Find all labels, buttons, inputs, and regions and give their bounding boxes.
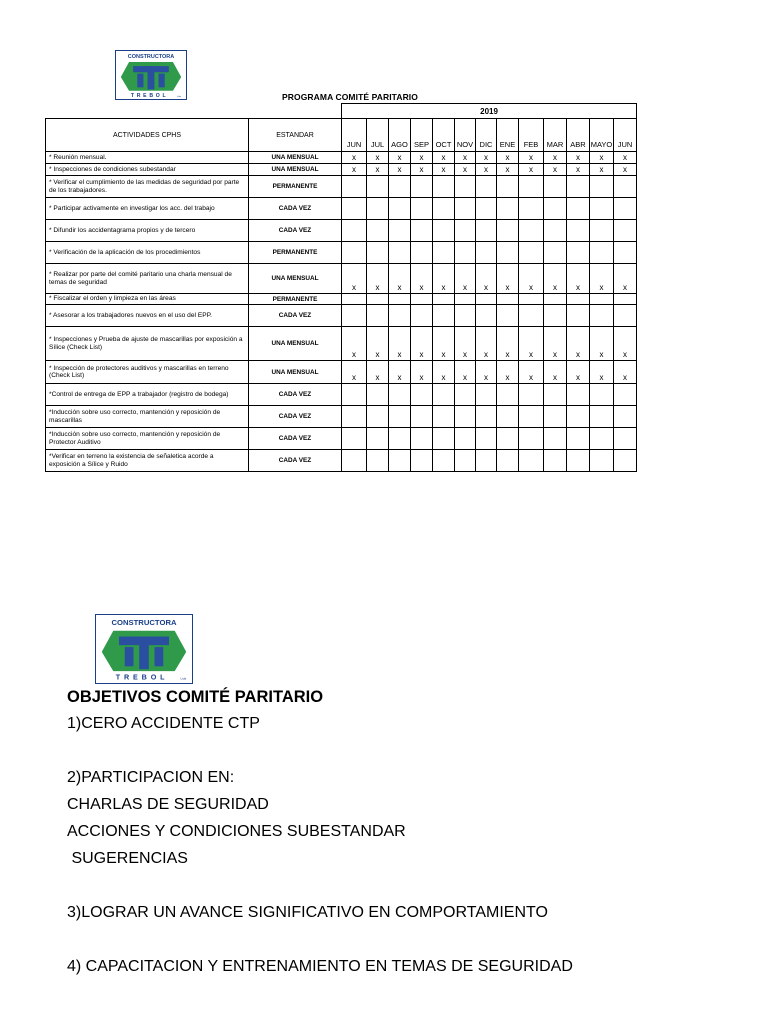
month-cell — [455, 428, 476, 450]
objectives-section — [67, 684, 727, 980]
trebol-logo-icon — [116, 51, 186, 99]
activity-cell: * Realizar por parte del comité paritario una charla mensual de temas de seguridad — [46, 264, 249, 294]
month-cell: x — [519, 164, 544, 176]
activity-cell: *Verificar en terreno la existencia de señaletica acorde a exposición a Sílice y Ruido — [46, 450, 249, 472]
month-cell — [389, 450, 411, 472]
month-cell: x — [519, 264, 544, 294]
month-cell: x — [497, 164, 519, 176]
standard-cell: UNA MENSUAL — [249, 327, 342, 361]
month-cell — [497, 406, 519, 428]
month-cell — [590, 220, 614, 242]
month-cell — [519, 428, 544, 450]
month-cell — [433, 198, 455, 220]
month-cell — [455, 220, 476, 242]
month-cell: x — [455, 164, 476, 176]
standard-cell: CADA VEZ — [249, 198, 342, 220]
month-cell: x — [590, 164, 614, 176]
standard-cell: PERMANENTE — [249, 242, 342, 264]
activity-cell: * Verificar el cumplimiento de las medidas de seguridad por parte de los trabajadores. — [46, 176, 249, 198]
month-cell — [590, 406, 614, 428]
month-cell — [567, 305, 590, 327]
month-cell — [567, 450, 590, 472]
month-cell — [614, 305, 637, 327]
activity-cell: * Fiscalizar el orden y limpieza en las áreas — [46, 294, 249, 305]
month-cell: x — [567, 164, 590, 176]
month-cell — [411, 406, 433, 428]
month-cell: x — [544, 264, 567, 294]
month-cell — [411, 220, 433, 242]
month-header: FEB — [519, 119, 544, 152]
month-header: JUN — [614, 119, 637, 152]
objectives-title: OBJETIVOS COMITÉ PARITARIO — [67, 688, 324, 706]
month-cell — [433, 428, 455, 450]
month-cell — [614, 176, 637, 198]
standard-cell: UNA MENSUAL — [249, 361, 342, 384]
month-cell — [567, 176, 590, 198]
month-header: JUL — [367, 119, 389, 152]
month-header: DIC — [476, 119, 497, 152]
month-header: MAR — [544, 119, 567, 152]
month-cell: x — [476, 327, 497, 361]
month-cell: x — [389, 327, 411, 361]
month-cell: x — [455, 152, 476, 164]
month-cell — [476, 406, 497, 428]
month-cell — [389, 198, 411, 220]
company-logo — [115, 50, 187, 100]
month-cell — [476, 198, 497, 220]
month-cell: x — [590, 264, 614, 294]
month-header: MAYO — [590, 119, 614, 152]
month-cell — [590, 176, 614, 198]
month-cell: x — [389, 264, 411, 294]
table-row — [46, 450, 637, 472]
month-cell — [433, 220, 455, 242]
month-cell — [389, 428, 411, 450]
month-cell — [476, 294, 497, 305]
month-cell: x — [544, 361, 567, 384]
activity-cell: *Inducción sobre uso correcto, mantención y reposición de Protector Auditivo — [46, 428, 249, 450]
month-cell: x — [367, 152, 389, 164]
standard-cell: UNA MENSUAL — [249, 264, 342, 294]
month-cell: x — [614, 152, 637, 164]
month-cell — [389, 305, 411, 327]
month-cell — [519, 406, 544, 428]
table-row — [46, 198, 637, 220]
month-cell: x — [476, 361, 497, 384]
objective-line: CHARLAS DE SEGURIDAD — [67, 796, 269, 813]
month-cell — [455, 176, 476, 198]
month-cell — [544, 384, 567, 406]
month-cell: x — [342, 152, 367, 164]
standard-cell: PERMANENTE — [249, 294, 342, 305]
month-cell: x — [411, 264, 433, 294]
trebol-logo-icon — [96, 615, 192, 683]
month-cell — [433, 242, 455, 264]
month-cell — [544, 305, 567, 327]
month-cell: x — [497, 361, 519, 384]
month-cell — [544, 428, 567, 450]
month-cell — [342, 406, 367, 428]
month-cell — [367, 294, 389, 305]
month-cell — [519, 198, 544, 220]
month-cell — [497, 384, 519, 406]
month-cell — [614, 220, 637, 242]
month-cell — [389, 294, 411, 305]
table-row — [46, 384, 637, 406]
objective-line: 2)PARTICIPACION EN: — [67, 769, 235, 786]
month-cell — [342, 242, 367, 264]
month-cell — [590, 242, 614, 264]
month-cell — [614, 198, 637, 220]
table-row — [46, 152, 637, 164]
standard-cell: CADA VEZ — [249, 406, 342, 428]
month-cell: x — [433, 361, 455, 384]
month-cell — [567, 294, 590, 305]
month-cell: x — [476, 264, 497, 294]
program-title: PROGRAMA COMITÉ PARITARIO — [282, 92, 418, 102]
month-cell: x — [342, 264, 367, 294]
month-cell — [389, 176, 411, 198]
month-cell — [567, 220, 590, 242]
month-cell: x — [455, 327, 476, 361]
logo-suffix-text: Ltda — [177, 95, 182, 98]
logo-suffix-text: Ltda — [180, 676, 187, 681]
month-cell — [367, 220, 389, 242]
activity-cell: *Control de entrega de EPP a trabajador (registro de bodega) — [46, 384, 249, 406]
month-cell: x — [411, 152, 433, 164]
month-cell — [497, 428, 519, 450]
month-cell — [411, 384, 433, 406]
month-cell — [455, 198, 476, 220]
activity-cell: * Participar activamente en investigar los acc. del trabajo — [46, 198, 249, 220]
month-cell — [476, 220, 497, 242]
month-cell: x — [455, 361, 476, 384]
month-cell — [411, 450, 433, 472]
month-cell: x — [544, 327, 567, 361]
month-cell — [342, 220, 367, 242]
month-cell — [342, 428, 367, 450]
month-cell — [433, 450, 455, 472]
month-cell — [567, 384, 590, 406]
month-cell — [342, 384, 367, 406]
activity-cell: * Inspección de protectores auditivos y mascarillas en terreno (Check List) — [46, 361, 249, 384]
month-cell: x — [411, 361, 433, 384]
objective-line — [67, 926, 727, 953]
month-cell: x — [411, 164, 433, 176]
month-cell — [544, 242, 567, 264]
month-cell — [590, 305, 614, 327]
month-cell — [567, 198, 590, 220]
month-cell: x — [433, 264, 455, 294]
month-cell: x — [567, 264, 590, 294]
month-cell — [389, 220, 411, 242]
month-cell: x — [342, 164, 367, 176]
table-row — [46, 264, 637, 294]
month-cell: x — [389, 361, 411, 384]
month-cell — [590, 450, 614, 472]
month-cell — [497, 450, 519, 472]
month-cell — [455, 406, 476, 428]
month-cell — [455, 384, 476, 406]
month-cell — [342, 294, 367, 305]
month-cell — [367, 406, 389, 428]
month-cell: x — [367, 361, 389, 384]
month-cell — [367, 384, 389, 406]
month-cell — [614, 242, 637, 264]
month-cell — [342, 305, 367, 327]
month-header: NOV — [455, 119, 476, 152]
table-row — [46, 220, 637, 242]
month-cell: x — [497, 152, 519, 164]
program-table — [45, 103, 637, 472]
month-cell: x — [497, 327, 519, 361]
month-cell — [433, 176, 455, 198]
month-cell — [411, 305, 433, 327]
month-cell: x — [342, 327, 367, 361]
month-cell — [411, 198, 433, 220]
standard-cell: CADA VEZ — [249, 384, 342, 406]
month-cell — [389, 406, 411, 428]
standard-column-header: ESTANDAR — [249, 119, 342, 152]
table-row — [46, 176, 637, 198]
month-cell: x — [544, 152, 567, 164]
standard-cell: UNA MENSUAL — [249, 152, 342, 164]
objective-line: ACCIONES Y CONDICIONES SUBESTANDAR — [67, 823, 406, 840]
month-cell — [367, 428, 389, 450]
objective-line: 1)CERO ACCIDENTE CTP — [67, 715, 260, 732]
month-header: ABR — [567, 119, 590, 152]
month-cell: x — [567, 361, 590, 384]
activity-column-header: ACTIVIDADES CPHS — [46, 119, 249, 152]
month-cell — [544, 198, 567, 220]
month-cell — [476, 176, 497, 198]
activity-cell: * Reunión mensual. — [46, 152, 249, 164]
month-cell — [519, 220, 544, 242]
month-cell — [433, 294, 455, 305]
month-cell — [367, 450, 389, 472]
month-cell: x — [590, 152, 614, 164]
month-header: ENE — [497, 119, 519, 152]
month-cell — [342, 176, 367, 198]
objective-line — [67, 872, 727, 899]
table-row — [46, 361, 637, 384]
month-cell: x — [433, 164, 455, 176]
month-cell: x — [389, 164, 411, 176]
month-cell — [614, 406, 637, 428]
table-row — [46, 327, 637, 361]
month-cell — [367, 176, 389, 198]
month-cell — [389, 384, 411, 406]
month-cell — [614, 428, 637, 450]
month-cell — [614, 450, 637, 472]
month-cell: x — [367, 164, 389, 176]
month-cell: x — [497, 264, 519, 294]
month-cell: x — [433, 327, 455, 361]
month-cell — [433, 305, 455, 327]
standard-cell: CADA VEZ — [249, 305, 342, 327]
month-cell — [476, 305, 497, 327]
month-cell — [497, 220, 519, 242]
month-cell — [476, 242, 497, 264]
logo-bottom-text: TREBOL — [115, 672, 169, 682]
table-row — [46, 305, 637, 327]
month-cell — [590, 198, 614, 220]
month-cell: x — [367, 327, 389, 361]
month-cell: x — [544, 164, 567, 176]
month-cell — [476, 450, 497, 472]
month-cell — [367, 198, 389, 220]
table-row — [46, 242, 637, 264]
month-cell: x — [614, 264, 637, 294]
month-cell — [567, 406, 590, 428]
month-cell — [411, 242, 433, 264]
month-header: JUN — [342, 119, 367, 152]
month-cell — [519, 242, 544, 264]
month-cell — [590, 428, 614, 450]
objectives-list — [67, 710, 727, 980]
month-cell: x — [455, 264, 476, 294]
month-cell — [342, 198, 367, 220]
standard-cell: CADA VEZ — [249, 450, 342, 472]
month-cell — [567, 428, 590, 450]
month-cell — [497, 176, 519, 198]
month-cell: x — [342, 361, 367, 384]
logo-top-text: CONSTRUCTORA — [111, 618, 177, 627]
month-cell — [544, 294, 567, 305]
month-cell: x — [614, 164, 637, 176]
year-header: 2019 — [342, 104, 637, 119]
month-cell — [455, 450, 476, 472]
month-cell — [590, 294, 614, 305]
month-cell: x — [590, 361, 614, 384]
month-cell — [497, 198, 519, 220]
month-cell: x — [411, 327, 433, 361]
month-header: SEP — [411, 119, 433, 152]
month-cell — [544, 220, 567, 242]
month-cell — [367, 242, 389, 264]
activity-cell: * Inspecciones de condiciones subestandar — [46, 164, 249, 176]
activity-cell: * Asesorar a los trabajadores nuevos en el uso del EPP. — [46, 305, 249, 327]
month-header: AGO — [389, 119, 411, 152]
company-logo-objectives — [95, 614, 193, 684]
month-cell: x — [614, 361, 637, 384]
month-cell — [455, 242, 476, 264]
month-cell: x — [614, 327, 637, 361]
month-cell — [519, 384, 544, 406]
table-row — [46, 164, 637, 176]
month-cell — [544, 406, 567, 428]
objective-line: 4) CAPACITACION Y ENTRENAMIENTO EN TEMAS DE SEGURIDAD — [67, 958, 573, 975]
month-cell — [614, 384, 637, 406]
activity-cell: * Inspecciones y Prueba de ajuste de mascarillas por exposición a Sílice (Check List) — [46, 327, 249, 361]
month-cell — [590, 384, 614, 406]
month-cell — [367, 305, 389, 327]
month-cell — [411, 428, 433, 450]
activity-cell: *Inducción sobre uso correcto, mantención y reposición de mascarillas — [46, 406, 249, 428]
month-cell — [476, 428, 497, 450]
month-cell: x — [476, 152, 497, 164]
month-cell: x — [567, 327, 590, 361]
month-cell — [497, 305, 519, 327]
month-cell: x — [476, 164, 497, 176]
month-cell — [544, 176, 567, 198]
month-cell — [411, 176, 433, 198]
table-row — [46, 406, 637, 428]
month-cell: x — [519, 152, 544, 164]
standard-cell: CADA VEZ — [249, 428, 342, 450]
objective-line: 3)LOGRAR UN AVANCE SIGNIFICATIVO EN COMPORTAMIENTO — [67, 904, 548, 921]
month-cell — [455, 305, 476, 327]
month-cell — [519, 305, 544, 327]
month-cell — [433, 384, 455, 406]
month-cell — [497, 242, 519, 264]
activity-cell: * Verificación de la aplicación de los procedimientos — [46, 242, 249, 264]
month-cell: x — [519, 327, 544, 361]
table-row — [46, 294, 637, 305]
month-cell: x — [367, 264, 389, 294]
month-cell — [411, 294, 433, 305]
month-cell — [567, 242, 590, 264]
logo-top-text: CONSTRUCTORA — [127, 53, 175, 60]
objective-line: SUGERENCIAS — [67, 850, 188, 867]
activity-cell: * Difundir los accidentagrama propios y de tercero — [46, 220, 249, 242]
table-row — [46, 428, 637, 450]
month-cell — [342, 450, 367, 472]
month-cell — [433, 406, 455, 428]
month-cell — [614, 294, 637, 305]
month-cell — [455, 294, 476, 305]
month-cell — [519, 176, 544, 198]
standard-cell: UNA MENSUAL — [249, 164, 342, 176]
month-cell: x — [389, 152, 411, 164]
objective-line — [67, 737, 727, 764]
month-cell: x — [590, 327, 614, 361]
month-cell — [544, 450, 567, 472]
month-cell: x — [519, 361, 544, 384]
month-cell: x — [567, 152, 590, 164]
month-header: OCT — [433, 119, 455, 152]
month-cell — [519, 450, 544, 472]
month-cell: x — [433, 152, 455, 164]
month-cell — [497, 294, 519, 305]
month-cell — [389, 242, 411, 264]
month-cell — [519, 294, 544, 305]
standard-cell: PERMANENTE — [249, 176, 342, 198]
logo-bottom-text: TREBOL — [130, 92, 169, 99]
standard-cell: CADA VEZ — [249, 220, 342, 242]
month-cell — [476, 384, 497, 406]
